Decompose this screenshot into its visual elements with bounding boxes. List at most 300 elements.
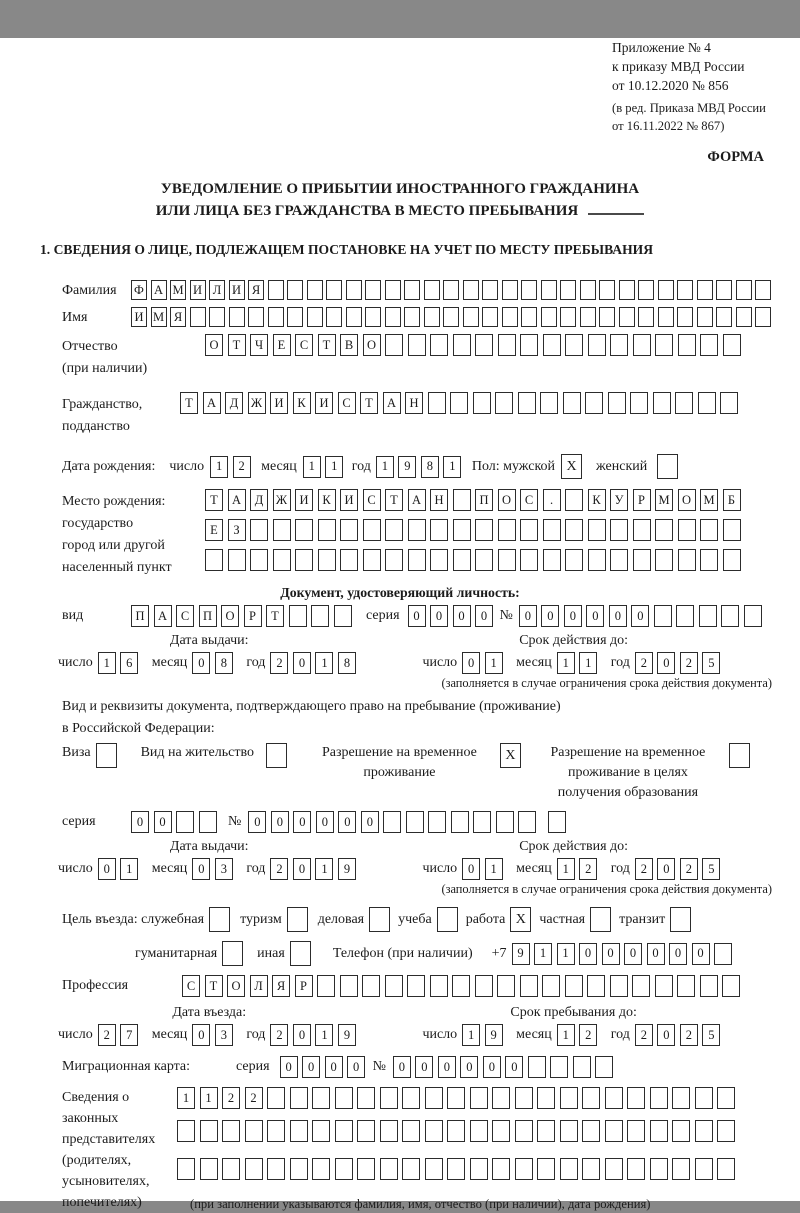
char-box[interactable] (717, 1158, 735, 1180)
char-box[interactable] (453, 549, 471, 571)
char-box[interactable]: Н (430, 489, 448, 511)
char-box[interactable]: 1 (325, 456, 343, 478)
char-box[interactable] (363, 549, 381, 571)
char-box[interactable] (627, 1120, 645, 1142)
char-box[interactable]: 1 (557, 1024, 575, 1046)
char-box[interactable] (407, 975, 425, 997)
char-box[interactable] (700, 334, 718, 356)
char-box[interactable] (287, 307, 303, 327)
char-box[interactable] (335, 1087, 353, 1109)
char-box[interactable] (248, 307, 264, 327)
char-box[interactable]: А (203, 392, 221, 414)
char-box[interactable]: 1 (315, 652, 333, 674)
char-box[interactable] (228, 549, 246, 571)
char-box[interactable] (633, 549, 651, 571)
char-box[interactable]: В (340, 334, 358, 356)
char-box[interactable] (447, 1158, 465, 1180)
char-box[interactable] (676, 605, 694, 627)
char-box[interactable] (699, 605, 717, 627)
char-box[interactable] (317, 975, 335, 997)
char-box[interactable]: И (315, 392, 333, 414)
char-box[interactable]: 9 (338, 1024, 356, 1046)
char-box[interactable] (650, 1158, 668, 1180)
char-box[interactable]: Т (180, 392, 198, 414)
char-box[interactable] (425, 1120, 443, 1142)
char-box[interactable] (475, 519, 493, 541)
char-box[interactable]: 9 (338, 858, 356, 880)
char-box[interactable]: К (293, 392, 311, 414)
char-box[interactable] (655, 334, 673, 356)
char-box[interactable] (340, 519, 358, 541)
char-box[interactable]: 9 (485, 1024, 503, 1046)
char-box[interactable] (334, 605, 352, 627)
char-box[interactable] (430, 975, 448, 997)
char-box[interactable]: И (295, 489, 313, 511)
char-box[interactable] (380, 1120, 398, 1142)
char-box[interactable] (599, 307, 615, 327)
char-box[interactable] (245, 1120, 263, 1142)
char-box[interactable]: 0 (462, 858, 480, 880)
char-box[interactable] (520, 519, 538, 541)
char-box[interactable] (290, 1158, 308, 1180)
char-box[interactable] (335, 1158, 353, 1180)
char-box[interactable]: 1 (315, 858, 333, 880)
char-box[interactable]: 2 (579, 858, 597, 880)
char-box[interactable] (560, 1087, 578, 1109)
char-box[interactable] (267, 1120, 285, 1142)
char-box[interactable]: 0 (609, 605, 627, 627)
char-box[interactable] (714, 943, 732, 965)
char-box[interactable] (177, 1120, 195, 1142)
purpose-tourism-box[interactable] (287, 907, 308, 932)
char-box[interactable] (543, 519, 561, 541)
char-box[interactable] (385, 280, 401, 300)
char-box[interactable] (362, 975, 380, 997)
char-box[interactable] (326, 307, 342, 327)
char-box[interactable]: 0 (131, 811, 149, 833)
char-box[interactable] (678, 519, 696, 541)
char-box[interactable]: 1 (557, 858, 575, 880)
char-box[interactable]: Л (250, 975, 268, 997)
char-box[interactable]: О (678, 489, 696, 511)
char-box[interactable]: З (228, 519, 246, 541)
char-box[interactable]: Я (248, 280, 264, 300)
char-box[interactable] (560, 1158, 578, 1180)
char-box[interactable]: 8 (338, 652, 356, 674)
char-box[interactable] (700, 519, 718, 541)
purpose-transit-box[interactable] (670, 907, 691, 932)
char-box[interactable] (312, 1087, 330, 1109)
char-box[interactable]: 2 (270, 1024, 288, 1046)
char-box[interactable] (406, 811, 424, 833)
char-box[interactable] (380, 1087, 398, 1109)
char-box[interactable] (638, 280, 654, 300)
char-box[interactable]: 0 (280, 1056, 298, 1078)
char-box[interactable] (582, 1087, 600, 1109)
char-box[interactable]: 9 (512, 943, 530, 965)
char-box[interactable] (627, 1158, 645, 1180)
char-box[interactable] (365, 280, 381, 300)
char-box[interactable]: 0 (586, 605, 604, 627)
char-box[interactable] (695, 1158, 713, 1180)
char-box[interactable] (452, 975, 470, 997)
char-box[interactable] (721, 605, 739, 627)
char-box[interactable]: И (340, 489, 358, 511)
char-box[interactable] (365, 307, 381, 327)
char-box[interactable]: 2 (680, 652, 698, 674)
char-box[interactable]: . (543, 489, 561, 511)
char-box[interactable] (565, 549, 583, 571)
char-box[interactable] (424, 307, 440, 327)
char-box[interactable]: 1 (200, 1087, 218, 1109)
char-box[interactable] (290, 1120, 308, 1142)
char-box[interactable] (654, 605, 672, 627)
char-box[interactable]: 0 (438, 1056, 456, 1078)
char-box[interactable] (363, 519, 381, 541)
char-box[interactable] (633, 334, 651, 356)
char-box[interactable] (520, 975, 538, 997)
char-box[interactable]: 1 (376, 456, 394, 478)
char-box[interactable] (658, 280, 674, 300)
char-box[interactable] (541, 280, 557, 300)
char-box[interactable] (497, 975, 515, 997)
char-box[interactable]: 0 (541, 605, 559, 627)
char-box[interactable] (443, 280, 459, 300)
char-box[interactable] (582, 1120, 600, 1142)
char-box[interactable]: 0 (347, 1056, 365, 1078)
char-box[interactable] (605, 1120, 623, 1142)
purpose-official-box[interactable] (209, 907, 230, 932)
char-box[interactable] (199, 811, 217, 833)
char-box[interactable]: 0 (430, 605, 448, 627)
char-box[interactable]: 0 (192, 652, 210, 674)
char-box[interactable] (492, 1158, 510, 1180)
char-box[interactable]: 2 (233, 456, 251, 478)
purpose-private-box[interactable] (590, 907, 611, 932)
char-box[interactable] (678, 334, 696, 356)
char-box[interactable] (312, 1120, 330, 1142)
char-box[interactable]: 1 (443, 456, 461, 478)
char-box[interactable] (755, 280, 771, 300)
char-box[interactable]: О (498, 489, 516, 511)
char-box[interactable] (190, 307, 206, 327)
char-box[interactable] (250, 549, 268, 571)
char-box[interactable]: 1 (210, 456, 228, 478)
char-box[interactable] (548, 811, 566, 833)
char-box[interactable] (340, 549, 358, 571)
char-box[interactable] (229, 307, 245, 327)
char-box[interactable] (463, 307, 479, 327)
char-box[interactable] (408, 549, 426, 571)
char-box[interactable] (209, 307, 225, 327)
char-box[interactable]: Е (205, 519, 223, 541)
char-box[interactable]: 0 (483, 1056, 501, 1078)
char-box[interactable]: 0 (361, 811, 379, 833)
char-box[interactable] (655, 549, 673, 571)
char-box[interactable]: М (700, 489, 718, 511)
char-box[interactable] (402, 1087, 420, 1109)
char-box[interactable] (587, 975, 605, 997)
char-box[interactable]: А (408, 489, 426, 511)
char-box[interactable] (177, 1158, 195, 1180)
char-box[interactable]: Ч (250, 334, 268, 356)
char-box[interactable] (498, 549, 516, 571)
char-box[interactable] (475, 549, 493, 571)
purpose-study-box[interactable] (437, 907, 458, 932)
char-box[interactable]: 0 (692, 943, 710, 965)
char-box[interactable] (580, 280, 596, 300)
char-box[interactable] (385, 549, 403, 571)
char-box[interactable]: С (520, 489, 538, 511)
char-box[interactable] (222, 1120, 240, 1142)
char-box[interactable]: 1 (177, 1087, 195, 1109)
char-box[interactable]: 5 (702, 652, 720, 674)
char-box[interactable]: 0 (475, 605, 493, 627)
char-box[interactable]: Д (250, 489, 268, 511)
char-box[interactable] (346, 307, 362, 327)
char-box[interactable]: М (170, 280, 186, 300)
char-box[interactable]: Т (266, 605, 284, 627)
char-box[interactable]: 2 (270, 858, 288, 880)
char-box[interactable] (473, 392, 491, 414)
char-box[interactable] (295, 519, 313, 541)
char-box[interactable] (560, 307, 576, 327)
char-box[interactable] (560, 280, 576, 300)
char-box[interactable] (560, 1120, 578, 1142)
char-box[interactable]: О (363, 334, 381, 356)
char-box[interactable] (430, 519, 448, 541)
char-box[interactable] (736, 280, 752, 300)
char-box[interactable]: 0 (154, 811, 172, 833)
char-box[interactable] (447, 1120, 465, 1142)
char-box[interactable] (205, 549, 223, 571)
char-box[interactable] (675, 392, 693, 414)
char-box[interactable]: 6 (120, 652, 138, 674)
char-box[interactable]: 0 (657, 858, 675, 880)
char-box[interactable]: А (383, 392, 401, 414)
char-box[interactable]: М (151, 307, 167, 327)
char-box[interactable] (492, 1087, 510, 1109)
char-box[interactable]: 0 (408, 605, 426, 627)
char-box[interactable]: И (131, 307, 147, 327)
char-box[interactable]: С (182, 975, 200, 997)
char-box[interactable]: 0 (657, 1024, 675, 1046)
purpose-work-box[interactable]: X (510, 907, 531, 932)
char-box[interactable]: Б (723, 489, 741, 511)
char-box[interactable] (453, 489, 471, 511)
char-box[interactable] (580, 307, 596, 327)
purpose-other-box[interactable] (290, 941, 311, 966)
char-box[interactable] (550, 1056, 568, 1078)
char-box[interactable]: П (131, 605, 149, 627)
sex-male-box[interactable]: X (561, 454, 582, 479)
char-box[interactable]: 2 (635, 652, 653, 674)
residence-permit-box[interactable] (266, 743, 287, 768)
char-box[interactable] (672, 1120, 690, 1142)
char-box[interactable] (495, 392, 513, 414)
char-box[interactable] (475, 975, 493, 997)
char-box[interactable] (502, 280, 518, 300)
char-box[interactable] (638, 307, 654, 327)
char-box[interactable] (482, 280, 498, 300)
char-box[interactable]: Р (295, 975, 313, 997)
char-box[interactable]: 0 (192, 1024, 210, 1046)
char-box[interactable]: 0 (462, 652, 480, 674)
char-box[interactable] (245, 1158, 263, 1180)
char-box[interactable] (653, 392, 671, 414)
char-box[interactable]: 0 (669, 943, 687, 965)
char-box[interactable] (717, 1120, 735, 1142)
char-box[interactable] (318, 549, 336, 571)
char-box[interactable]: П (475, 489, 493, 511)
char-box[interactable] (695, 1120, 713, 1142)
char-box[interactable]: С (363, 489, 381, 511)
char-box[interactable] (470, 1087, 488, 1109)
char-box[interactable] (289, 605, 307, 627)
char-box[interactable] (588, 519, 606, 541)
char-box[interactable] (295, 549, 313, 571)
char-box[interactable] (273, 549, 291, 571)
char-box[interactable] (700, 975, 718, 997)
char-box[interactable] (408, 519, 426, 541)
char-box[interactable] (200, 1158, 218, 1180)
char-box[interactable]: О (205, 334, 223, 356)
char-box[interactable]: 0 (647, 943, 665, 965)
char-box[interactable]: 0 (415, 1056, 433, 1078)
char-box[interactable] (404, 280, 420, 300)
char-box[interactable] (573, 1056, 591, 1078)
char-box[interactable]: 0 (657, 652, 675, 674)
char-box[interactable] (565, 489, 583, 511)
char-box[interactable] (318, 519, 336, 541)
char-box[interactable] (340, 975, 358, 997)
char-box[interactable] (307, 280, 323, 300)
char-box[interactable] (543, 334, 561, 356)
char-box[interactable] (402, 1158, 420, 1180)
char-box[interactable] (482, 307, 498, 327)
char-box[interactable] (498, 334, 516, 356)
char-box[interactable] (287, 280, 303, 300)
char-box[interactable] (250, 519, 268, 541)
char-box[interactable] (402, 1120, 420, 1142)
char-box[interactable]: 1 (557, 652, 575, 674)
char-box[interactable]: 3 (215, 1024, 233, 1046)
char-box[interactable] (672, 1087, 690, 1109)
char-box[interactable]: 1 (557, 943, 575, 965)
char-box[interactable] (520, 334, 538, 356)
char-box[interactable]: Д (225, 392, 243, 414)
sex-female-box[interactable] (657, 454, 678, 479)
char-box[interactable]: К (318, 489, 336, 511)
char-box[interactable] (565, 519, 583, 541)
char-box[interactable]: 2 (245, 1087, 263, 1109)
char-box[interactable] (385, 307, 401, 327)
char-box[interactable]: 2 (579, 1024, 597, 1046)
char-box[interactable] (565, 975, 583, 997)
char-box[interactable] (518, 392, 536, 414)
char-box[interactable] (720, 392, 738, 414)
char-box[interactable] (627, 1087, 645, 1109)
char-box[interactable] (744, 605, 762, 627)
char-box[interactable] (722, 975, 740, 997)
char-box[interactable]: 5 (702, 858, 720, 880)
char-box[interactable] (515, 1087, 533, 1109)
char-box[interactable]: 0 (271, 811, 289, 833)
char-box[interactable] (404, 307, 420, 327)
char-box[interactable] (633, 519, 651, 541)
char-box[interactable]: 0 (624, 943, 642, 965)
char-box[interactable]: 1 (303, 456, 321, 478)
char-box[interactable] (453, 334, 471, 356)
char-box[interactable]: Ж (273, 489, 291, 511)
char-box[interactable]: 0 (192, 858, 210, 880)
char-box[interactable]: 1 (579, 652, 597, 674)
char-box[interactable]: И (190, 280, 206, 300)
char-box[interactable]: 0 (631, 605, 649, 627)
char-box[interactable] (357, 1120, 375, 1142)
char-box[interactable]: 0 (453, 605, 471, 627)
char-box[interactable] (700, 549, 718, 571)
char-box[interactable]: С (176, 605, 194, 627)
char-box[interactable] (677, 307, 693, 327)
char-box[interactable] (599, 280, 615, 300)
char-box[interactable]: 2 (680, 1024, 698, 1046)
char-box[interactable] (610, 334, 628, 356)
char-box[interactable]: 7 (120, 1024, 138, 1046)
char-box[interactable]: Я (170, 307, 186, 327)
char-box[interactable]: 0 (338, 811, 356, 833)
char-box[interactable]: 1 (534, 943, 552, 965)
char-box[interactable]: 0 (393, 1056, 411, 1078)
char-box[interactable] (290, 1087, 308, 1109)
char-box[interactable] (588, 549, 606, 571)
char-box[interactable] (537, 1087, 555, 1109)
char-box[interactable]: 1 (485, 858, 503, 880)
char-box[interactable] (307, 307, 323, 327)
char-box[interactable] (470, 1120, 488, 1142)
char-box[interactable] (267, 1158, 285, 1180)
char-box[interactable] (610, 975, 628, 997)
temp-residence-box[interactable]: X (500, 743, 521, 768)
char-box[interactable] (267, 1087, 285, 1109)
char-box[interactable] (498, 519, 516, 541)
char-box[interactable]: 1 (120, 858, 138, 880)
char-box[interactable] (582, 1158, 600, 1180)
char-box[interactable] (385, 519, 403, 541)
char-box[interactable] (755, 307, 771, 327)
char-box[interactable]: Я (272, 975, 290, 997)
char-box[interactable] (542, 975, 560, 997)
char-box[interactable]: А (228, 489, 246, 511)
char-box[interactable] (430, 334, 448, 356)
char-box[interactable] (443, 307, 459, 327)
char-box[interactable]: Л (209, 280, 225, 300)
purpose-humanitarian-box[interactable] (222, 941, 243, 966)
purpose-business-box[interactable] (369, 907, 390, 932)
char-box[interactable]: 0 (293, 811, 311, 833)
char-box[interactable] (698, 392, 716, 414)
char-box[interactable]: П (199, 605, 217, 627)
char-box[interactable] (672, 1158, 690, 1180)
char-box[interactable]: Т (205, 975, 223, 997)
char-box[interactable]: Т (385, 489, 403, 511)
visa-box[interactable] (96, 743, 117, 768)
char-box[interactable] (502, 307, 518, 327)
char-box[interactable] (655, 975, 673, 997)
char-box[interactable]: 1 (462, 1024, 480, 1046)
char-box[interactable] (473, 811, 491, 833)
char-box[interactable]: И (229, 280, 245, 300)
